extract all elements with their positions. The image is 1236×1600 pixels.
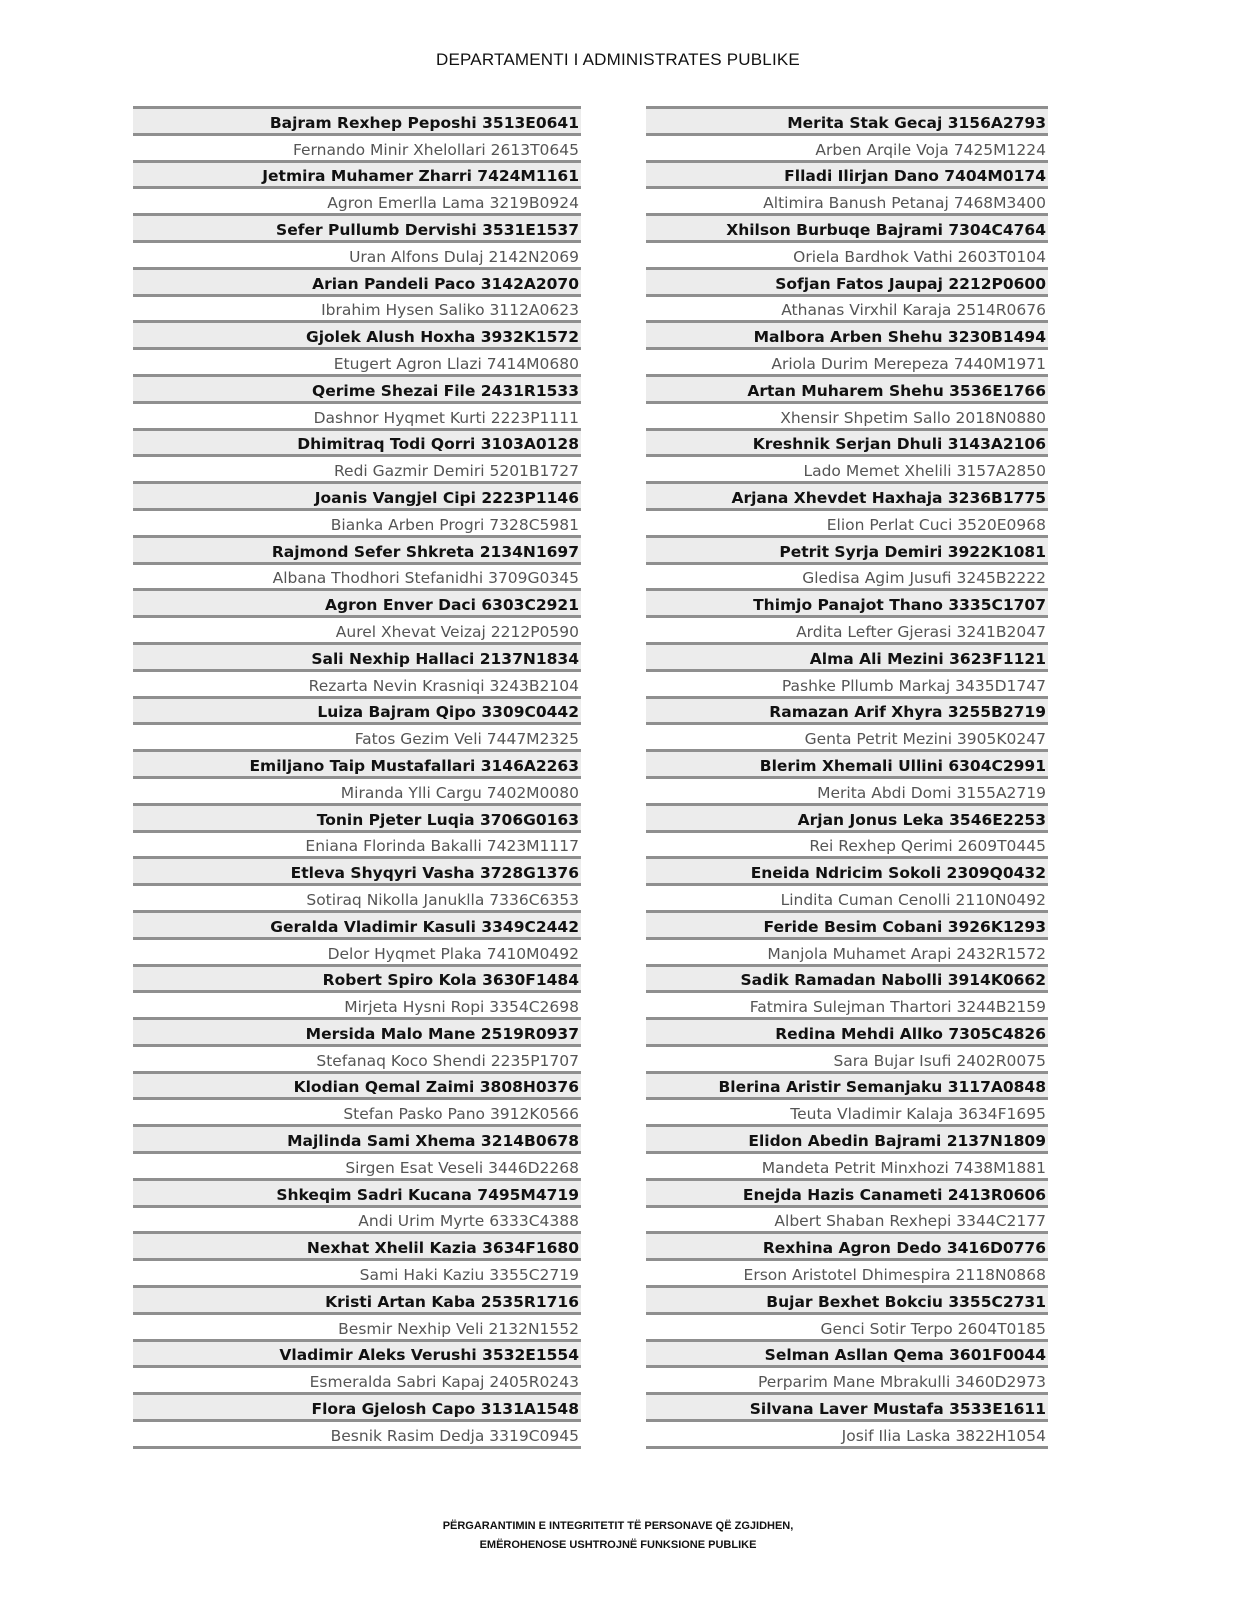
person-entry: Ramazan Arif Xhyra 3255B2719 [769, 703, 1046, 722]
list-item [133, 109, 581, 136]
list-item [133, 1234, 581, 1261]
list-item [646, 833, 1048, 860]
person-entry: Artan Muharem Shehu 3536E1766 [747, 381, 1046, 400]
list-item [133, 457, 581, 484]
list-item [133, 591, 581, 618]
list-item [133, 1100, 581, 1127]
list-item [646, 752, 1048, 779]
person-entry: Redi Gazmir Demiri 5201B1727 [333, 462, 579, 481]
list-item [133, 1020, 581, 1047]
footer-line-2: EMËROHENOSE USHTROJNË FUNKSIONE PUBLIKE [479, 1539, 757, 1551]
person-entry: Bujar Bexhet Bokciu 3355C2731 [766, 1292, 1046, 1311]
list-item [133, 940, 581, 967]
list-item [133, 511, 581, 538]
list-item [133, 404, 581, 431]
person-entry: Selman Asllan Qema 3601F0044 [764, 1346, 1046, 1365]
person-entry: Fatos Gezim Veli 7447M2325 [354, 730, 579, 749]
person-entry: Manjola Muhamet Arapi 2432R1572 [767, 944, 1046, 963]
person-entry: Besnik Rasim Dedja 3319C0945 [330, 1426, 579, 1445]
person-entry: Arian Pandeli Paco 3142A2070 [312, 274, 579, 293]
list-item [133, 538, 581, 565]
person-entry: Genta Petrit Mezini 3905K0247 [804, 730, 1046, 749]
person-entry: Merita Abdi Domi 3155A2719 [817, 783, 1046, 802]
person-entry: Josif Ilia Laska 3822H1054 [841, 1426, 1046, 1445]
list-item [133, 752, 581, 779]
person-entry: Rexhina Agron Dedo 3416D0776 [762, 1239, 1046, 1258]
person-entry: Klodian Qemal Zaimi 3808H0376 [293, 1078, 579, 1097]
person-entry: Arben Arqile Voja 7425M1224 [815, 140, 1046, 159]
list-item [133, 1342, 581, 1369]
person-entry: Elion Perlat Cuci 3520E0968 [826, 515, 1046, 534]
person-entry: Ardita Lefter Gjerasi 3241B2047 [796, 622, 1046, 641]
list-item [133, 833, 581, 860]
person-entry: Sami Haki Kaziu 3355C2719 [359, 1266, 579, 1285]
list-item [646, 591, 1048, 618]
list-item [646, 1368, 1048, 1395]
list-item [646, 377, 1048, 404]
list-item [646, 1020, 1048, 1047]
list-item [133, 297, 581, 324]
person-entry: Genci Sotir Terpo 2604T0185 [820, 1319, 1046, 1338]
list-item [646, 913, 1048, 940]
person-entry: Sara Bujar Isufi 2402R0075 [833, 1051, 1046, 1070]
list-item [646, 1261, 1048, 1288]
person-entry: Andi Urim Myrte 6333C4388 [358, 1212, 579, 1231]
list-item [133, 779, 581, 806]
person-entry: Silvana Laver Mustafa 3533E1611 [749, 1400, 1046, 1419]
person-entry: Kristi Artan Kaba 2535R1716 [325, 1292, 579, 1311]
list-item [646, 1127, 1048, 1154]
person-entry: Sali Nexhip Hallaci 2137N1834 [311, 649, 579, 668]
list-item [646, 1234, 1048, 1261]
person-entry: Robert Spiro Kola 3630F1484 [322, 971, 579, 990]
list-item [133, 1047, 581, 1074]
list-item [133, 967, 581, 994]
list-item [646, 993, 1048, 1020]
person-entry: Xhilson Burbuqe Bajrami 7304C4764 [726, 220, 1046, 239]
list-item [646, 779, 1048, 806]
list-item [646, 1395, 1048, 1422]
person-entry: Etugert Agron Llazi 7414M0680 [333, 354, 579, 373]
person-entry: Dashnor Hyqmet Kurti 2223P1111 [313, 408, 579, 427]
person-entry: Esmeralda Sabri Kapaj 2405R0243 [309, 1373, 579, 1392]
page-title: DEPARTAMENTI I ADMINISTRATES PUBLIKE [436, 50, 800, 69]
person-entry: Geralda Vladimir Kasuli 3349C2442 [270, 917, 579, 936]
list-item [133, 270, 581, 297]
list-item [133, 565, 581, 592]
person-entry: Flladi Ilirjan Dano 7404M0174 [784, 167, 1046, 186]
person-entry: Fernando Minir Xhelollari 2613T0645 [292, 140, 579, 159]
list-item [133, 163, 581, 190]
person-entry: Jetmira Muhamer Zharri 7424M1161 [262, 167, 579, 186]
person-entry: Enejda Hazis Canameti 2413R0606 [742, 1185, 1046, 1204]
person-entry: Sotiraq Nikolla Januklla 7336C6353 [306, 890, 579, 909]
list-item [646, 109, 1048, 136]
list-item [133, 189, 581, 216]
person-entry: Tonin Pjeter Luqia 3706G0163 [316, 810, 579, 829]
person-entry: Arjana Xhevdet Haxhaja 3236B1775 [731, 488, 1046, 507]
person-entry: Erson Aristotel Dhimespira 2118N0868 [743, 1266, 1046, 1285]
list-item [646, 297, 1048, 324]
list-item [646, 1154, 1048, 1181]
person-entry: Flora Gjelosh Capo 3131A1548 [311, 1400, 579, 1419]
list-item [646, 243, 1048, 270]
person-entry: Rajmond Sefer Shkreta 2134N1697 [271, 542, 579, 561]
person-entry: Gjolek Alush Hoxha 3932K1572 [305, 328, 579, 347]
person-entry: Bajram Rexhep Peposhi 3513E0641 [269, 113, 579, 132]
person-entry: Uran Alfons Dulaj 2142N2069 [349, 247, 579, 266]
person-entry: Bianka Arben Progri 7328C5981 [330, 515, 579, 534]
list-item [646, 1342, 1048, 1369]
list-item [646, 699, 1048, 726]
list-item [133, 1127, 581, 1154]
list-item [646, 645, 1048, 672]
list-item [646, 1422, 1048, 1449]
list-item [646, 618, 1048, 645]
list-item [646, 1074, 1048, 1101]
list-item [646, 859, 1048, 886]
list-item [646, 1100, 1048, 1127]
person-entry: Mersida Malo Mane 2519R0937 [305, 1024, 579, 1043]
list-item [133, 699, 581, 726]
person-entry: Alma Ali Mezini 3623F1121 [809, 649, 1046, 668]
list-item [646, 1315, 1048, 1342]
person-entry: Thimjo Panajot Thano 3335C1707 [753, 596, 1046, 615]
list-item [646, 511, 1048, 538]
person-entry: Blerim Xhemali Ullini 6304C2991 [759, 756, 1046, 775]
person-entry: Elidon Abedin Bajrami 2137N1809 [748, 1132, 1046, 1151]
person-entry: Shkeqim Sadri Kucana 7495M4719 [276, 1185, 579, 1204]
person-entry: Agron Enver Daci 6303C2921 [325, 596, 579, 615]
person-entry: Mirjeta Hysni Ropi 3354C2698 [344, 998, 579, 1017]
list-item [646, 672, 1048, 699]
list-item [133, 1395, 581, 1422]
person-entry: Athanas Virxhil Karaja 2514R0676 [781, 301, 1046, 320]
list-item [133, 645, 581, 672]
person-entry: Joanis Vangjel Cipi 2223P1146 [314, 488, 579, 507]
person-entry: Rezarta Nevin Krasniqi 3243B2104 [308, 676, 579, 695]
list-item [646, 189, 1048, 216]
person-entry: Xhensir Shpetim Sallo 2018N0880 [780, 408, 1046, 427]
list-item [133, 618, 581, 645]
person-entry: Sefer Pullumb Dervishi 3531E1537 [276, 220, 579, 239]
person-entry: Gledisa Agim Jusufi 3245B2222 [802, 569, 1046, 588]
list-item [133, 672, 581, 699]
list-item [133, 1261, 581, 1288]
list-item [133, 136, 581, 163]
list-item [133, 993, 581, 1020]
list-item [133, 1315, 581, 1342]
list-item [646, 136, 1048, 163]
list-item [133, 886, 581, 913]
person-entry: Vladimir Aleks Verushi 3532E1554 [279, 1346, 579, 1365]
list-item [133, 1288, 581, 1315]
person-entry: Qerime Shezai File 2431R1533 [312, 381, 579, 400]
list-item [646, 538, 1048, 565]
page-footer [0, 1517, 1236, 1555]
list-item [133, 806, 581, 833]
list-item [646, 565, 1048, 592]
person-entry: Blerina Aristir Semanjaku 3117A0848 [718, 1078, 1046, 1097]
person-entry: Feride Besim Cobani 3926K1293 [763, 917, 1046, 936]
person-entry: Ibrahim Hysen Saliko 3112A0623 [321, 301, 579, 320]
person-entry: Emiljano Taip Mustafallari 3146A2263 [249, 756, 579, 775]
person-entry: Eneida Ndricim Sokoli 2309Q0432 [750, 864, 1046, 883]
person-entry: Rei Rexhep Qerimi 2609T0445 [809, 837, 1046, 856]
person-entry: Lindita Cuman Cenolli 2110N0492 [780, 890, 1046, 909]
list-item [646, 270, 1048, 297]
list-item [646, 323, 1048, 350]
list-item [133, 431, 581, 458]
list-item [646, 725, 1048, 752]
person-entry: Arjan Jonus Leka 3546E2253 [797, 810, 1046, 829]
list-item [133, 243, 581, 270]
person-entry: Petrit Syrja Demiri 3922K1081 [779, 542, 1046, 561]
person-entry: Majlinda Sami Xhema 3214B0678 [287, 1132, 579, 1151]
person-entry: Redina Mehdi Allko 7305C4826 [775, 1024, 1046, 1043]
list-item [646, 484, 1048, 511]
person-entry: Besmir Nexhip Veli 2132N1552 [338, 1319, 579, 1338]
person-entry: Miranda Ylli Cargu 7402M0080 [340, 783, 579, 802]
person-entry: Ariola Durim Merepeza 7440M1971 [771, 354, 1046, 373]
list-item [133, 725, 581, 752]
list-item [646, 1047, 1048, 1074]
person-entry: Oriela Bardhok Vathi 2603T0104 [793, 247, 1046, 266]
list-item [646, 216, 1048, 243]
person-entry: Etleva Shyqyri Vasha 3728G1376 [290, 864, 579, 883]
list-item [133, 913, 581, 940]
person-entry: Sirgen Esat Veseli 3446D2268 [345, 1158, 579, 1177]
person-entry: Albert Shaban Rexhepi 3344C2177 [774, 1212, 1046, 1231]
person-entry: Lado Memet Xhelili 3157A2850 [803, 462, 1046, 481]
list-item [646, 457, 1048, 484]
person-entry: Fatmira Sulejman Thartori 3244B2159 [749, 998, 1046, 1017]
list-item [133, 216, 581, 243]
left-name-list [133, 106, 581, 1449]
list-item [646, 886, 1048, 913]
list-item [133, 484, 581, 511]
list-item [646, 404, 1048, 431]
person-entry: Teuta Vladimir Kalaja 3634F1695 [790, 1105, 1046, 1124]
list-item [646, 431, 1048, 458]
person-entry: Pashke Pllumb Markaj 3435D1747 [781, 676, 1046, 695]
list-item [133, 350, 581, 377]
list-item [133, 1208, 581, 1235]
person-entry: Malbora Arben Shehu 3230B1494 [753, 328, 1046, 347]
footer-line-1: PËRGARANTIMIN E INTEGRITETIT TË PERSONAVE QË ZGJIDHEN, [442, 1520, 794, 1532]
person-entry: Sadik Ramadan Nabolli 3914K0662 [740, 971, 1046, 990]
list-item [133, 1074, 581, 1101]
list-item [646, 806, 1048, 833]
list-item [133, 1368, 581, 1395]
person-entry: Altimira Banush Petanaj 7468M3400 [763, 194, 1046, 213]
list-item [133, 1422, 581, 1449]
list-item [646, 1208, 1048, 1235]
person-entry: Stefan Pasko Pano 3912K0566 [343, 1105, 579, 1124]
list-item [646, 967, 1048, 994]
list-item [133, 377, 581, 404]
list-item [646, 1181, 1048, 1208]
person-entry: Kreshnik Serjan Dhuli 3143A2106 [752, 435, 1046, 454]
person-entry: Aurel Xhevat Veizaj 2212P0590 [335, 622, 579, 641]
person-entry: Sofjan Fatos Jaupaj 2212P0600 [775, 274, 1046, 293]
person-entry: Stefanaq Koco Shendi 2235P1707 [316, 1051, 579, 1070]
person-entry: Eniana Florinda Bakalli 7423M1117 [305, 837, 579, 856]
person-entry: Dhimitraq Todi Qorri 3103A0128 [297, 435, 579, 454]
list-item [133, 1181, 581, 1208]
person-entry: Merita Stak Gecaj 3156A2793 [787, 113, 1046, 132]
person-entry: Perparim Mane Mbrakulli 3460D2973 [758, 1373, 1046, 1392]
list-item [133, 323, 581, 350]
list-item [646, 1288, 1048, 1315]
person-entry: Mandeta Petrit Minxhozi 7438M1881 [761, 1158, 1046, 1177]
person-entry: Delor Hyqmet Plaka 7410M0492 [327, 944, 579, 963]
list-item [133, 1154, 581, 1181]
list-item [646, 350, 1048, 377]
person-entry: Agron Emerlla Lama 3219B0924 [327, 194, 579, 213]
list-item [646, 163, 1048, 190]
list-item [646, 940, 1048, 967]
right-name-list [646, 106, 1048, 1449]
person-entry: Luiza Bajram Qipo 3309C0442 [317, 703, 579, 722]
person-entry: Albana Thodhori Stefanidhi 3709G0345 [272, 569, 579, 588]
person-entry: Nexhat Xhelil Kazia 3634F1680 [306, 1239, 579, 1258]
list-item [133, 859, 581, 886]
